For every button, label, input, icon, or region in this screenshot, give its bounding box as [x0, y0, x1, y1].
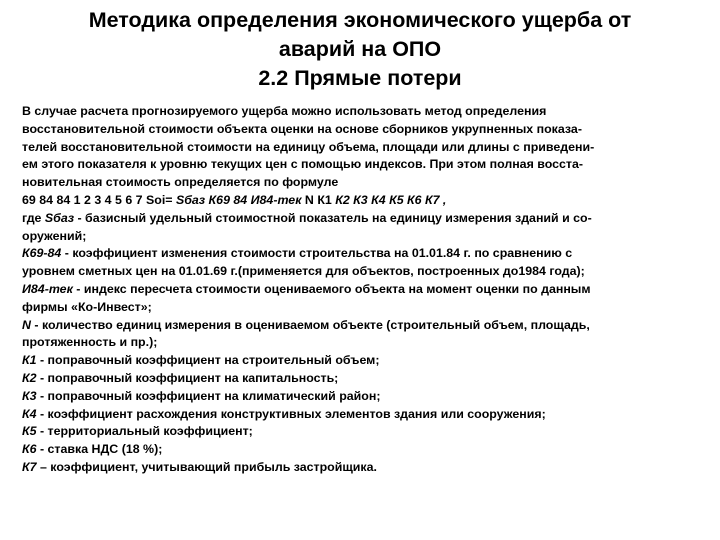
- paragraph-line: ем этого показателя к уровню текущих цен с помощью индексов. При этом полная восста-: [22, 157, 583, 172]
- title-line-1: Методика определения экономического ущерба от: [88, 8, 632, 32]
- subtitle: 2.2 Прямые потери: [258, 66, 462, 90]
- definition-text: - поправочный коэффициент на строительный объем;: [36, 353, 380, 368]
- slide-title: [20, 6, 700, 93]
- paragraph-line: восстановительной стоимости объекта оценки на основе сборников укрупненных показа-: [22, 121, 582, 136]
- definition-continuation: уровнем сметных цен на 01.01.69 г.(применяется для объектов, построенных до1984 года);: [22, 264, 585, 279]
- definition-line: [22, 317, 702, 335]
- definition-text: - поправочный коэффициент на климатический район;: [36, 388, 381, 403]
- definition-line: [22, 406, 702, 424]
- formula-line: [22, 192, 702, 210]
- formula-prefix: 69 84 84 1 2 3 4 5 6 7 Soi=: [22, 192, 176, 207]
- definition-lead: где: [22, 210, 45, 225]
- definition-symbol: К4: [22, 406, 37, 421]
- formula-terms-1: Sбаз К69 84 И84-тек: [175, 192, 302, 207]
- definition-line: [22, 245, 702, 263]
- definition-line: [22, 210, 702, 228]
- definition-text: - поправочный коэффициент на капитальность;: [36, 370, 339, 385]
- definition-symbol: К6: [22, 442, 37, 457]
- definition-line: [22, 459, 702, 477]
- definition-text: - ставка НДС (18 %);: [36, 442, 163, 457]
- definition-symbol: К69-84: [22, 246, 62, 261]
- definition-continuation: оружений;: [22, 228, 87, 243]
- definition-line: [22, 388, 702, 406]
- definition-line: [22, 281, 702, 299]
- definition-line: [22, 352, 702, 370]
- slide-body: [22, 103, 702, 477]
- definition-continuation: фирмы «Ко-Инвест»;: [22, 299, 152, 314]
- definition-text: - территориальный коэффициент;: [36, 424, 253, 439]
- paragraph-line: телей восстановительной стоимости на единицу объема, площади или длины с приведени-: [22, 139, 595, 154]
- definition-text: – коэффициент, учитывающий прибыль застройщика.: [36, 459, 377, 474]
- definition-symbol: И84-тек: [22, 281, 73, 296]
- definition-line: [22, 441, 702, 459]
- definition-symbol: К5: [22, 424, 37, 439]
- definition-symbol: К2: [22, 370, 37, 385]
- definition-line: [22, 370, 702, 388]
- formula-mid: N К1: [301, 192, 336, 207]
- definition-continuation: протяженность и пр.);: [22, 335, 158, 350]
- definition-symbol: N: [22, 317, 31, 332]
- definition-text: - коэффициент расхождения конструктивных элементов здания или сооружения;: [36, 406, 546, 421]
- definition-line: [22, 423, 702, 441]
- title-line-2: аварий на ОПО: [278, 37, 442, 61]
- definition-symbol: К3: [22, 388, 37, 403]
- definition-symbol: Sбаз: [44, 210, 75, 225]
- paragraph-line: новительная стоимость определяется по формуле: [22, 175, 339, 190]
- paragraph-line: В случае расчета прогнозируемого ущерба можно использовать метод определения: [22, 104, 547, 118]
- definition-text: - базисный удельный стоимостной показатель на единицу измерения зданий и со-: [74, 210, 592, 225]
- formula-terms-2: К2 К3 К4 К5 К6 К7 ,: [335, 192, 447, 207]
- definition-text: - коэффициент изменения стоимости строительства на 01.01.84 г. по сравнению с: [61, 246, 573, 261]
- definition-text: - количество единиц измерения в оцениваемом объекте (строительный объем, площадь,: [30, 317, 590, 332]
- definition-symbol: К7: [22, 459, 37, 474]
- definition-symbol: К1: [22, 353, 37, 368]
- definition-text: - индекс пересчета стоимости оцениваемого объекта на момент оценки по данным: [72, 281, 591, 296]
